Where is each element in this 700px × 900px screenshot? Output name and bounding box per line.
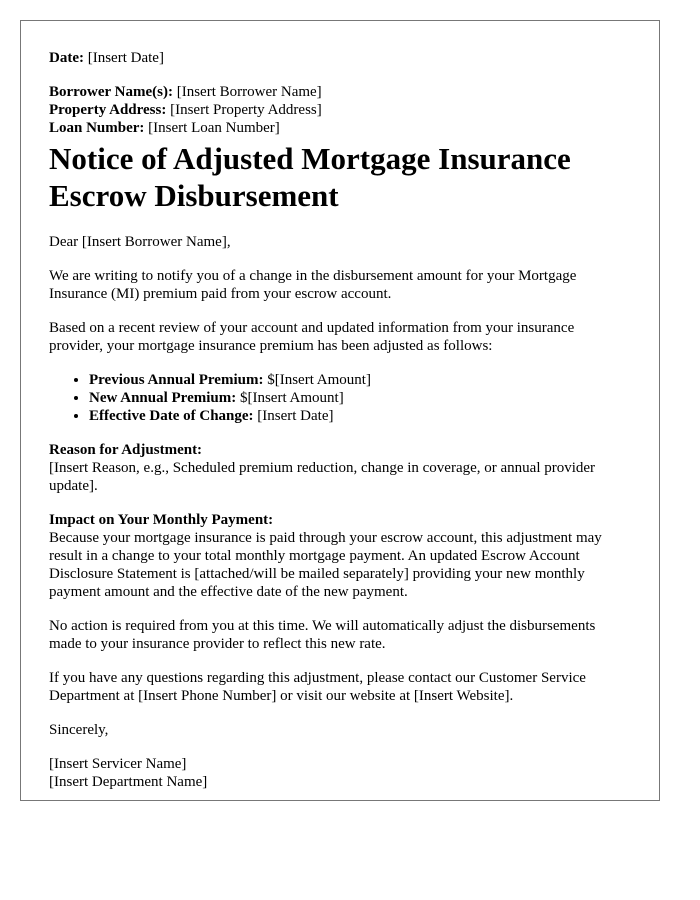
contact-paragraph: If you have any questions regarding this adjustment, please contact our Customer Service Department at [Insert Phone Number] or visit our website at [Insert Website]. [49, 670, 586, 704]
effective-date-label: Effective Date of Change: [89, 408, 254, 424]
intro-paragraph: We are writing to notify you of a change in the disbursement amount for your Mortgage Insurance (MI) premium paid from your escrow account. [49, 268, 577, 302]
impact-heading: Impact on Your Monthly Payment: [49, 512, 274, 528]
borrower-line [49, 83, 631, 101]
date-value: [Insert Date] [87, 50, 164, 66]
premium-list [49, 371, 631, 425]
previous-premium-value: $[Insert Amount] [267, 372, 371, 388]
effective-date-value: [Insert Date] [257, 408, 334, 424]
action-paragraph: No action is required from you at this time. We will automatically adjust the disbursements made to your insurance provider to reflect this new rate. [49, 618, 596, 652]
loan-line [49, 119, 631, 137]
new-premium-label: New Annual Premium: [89, 390, 237, 406]
salutation: Dear [Insert Borrower Name], [49, 234, 231, 250]
borrower-label: Borrower Name(s): [49, 84, 173, 100]
list-item [89, 407, 631, 425]
loan-value: [Insert Loan Number] [148, 120, 280, 136]
letter-title: Notice of Adjusted Mortgage Insurance Escrow Disbursement [49, 141, 571, 213]
impact-text: Because your mortgage insurance is paid through your escrow account, this adjustment may result in a change to your total monthly mortgage payment. An updated Escrow Account Disclosure Statement is [attached/will be mailed separately] providing your new monthly payment amount and the effective date of the new payment. [49, 530, 602, 600]
date-label: Date: [49, 50, 84, 66]
list-item [89, 371, 631, 389]
property-line [49, 101, 631, 119]
borrower-value: [Insert Borrower Name] [176, 84, 322, 100]
new-premium-value: $[Insert Amount] [239, 390, 344, 406]
review-paragraph: Based on a recent review of your account and updated information from your insurance provider, your mortgage insurance premium has been adjusted as follows: [49, 320, 575, 354]
date-line [49, 49, 631, 67]
property-value: [Insert Property Address] [170, 102, 322, 118]
department-name: [Insert Department Name] [49, 774, 208, 790]
letter-page [20, 20, 660, 801]
servicer-name: [Insert Servicer Name] [49, 756, 187, 772]
property-label: Property Address: [49, 102, 167, 118]
reason-heading: Reason for Adjustment: [49, 442, 203, 458]
closing: Sincerely, [49, 722, 109, 738]
previous-premium-label: Previous Annual Premium: [89, 372, 264, 388]
loan-label: Loan Number: [49, 120, 145, 136]
reason-section [49, 441, 631, 495]
impact-section [49, 511, 631, 601]
list-item [89, 389, 631, 407]
reason-text: [Insert Reason, e.g., Scheduled premium reduction, change in coverage, or annual provider update]. [49, 460, 596, 494]
